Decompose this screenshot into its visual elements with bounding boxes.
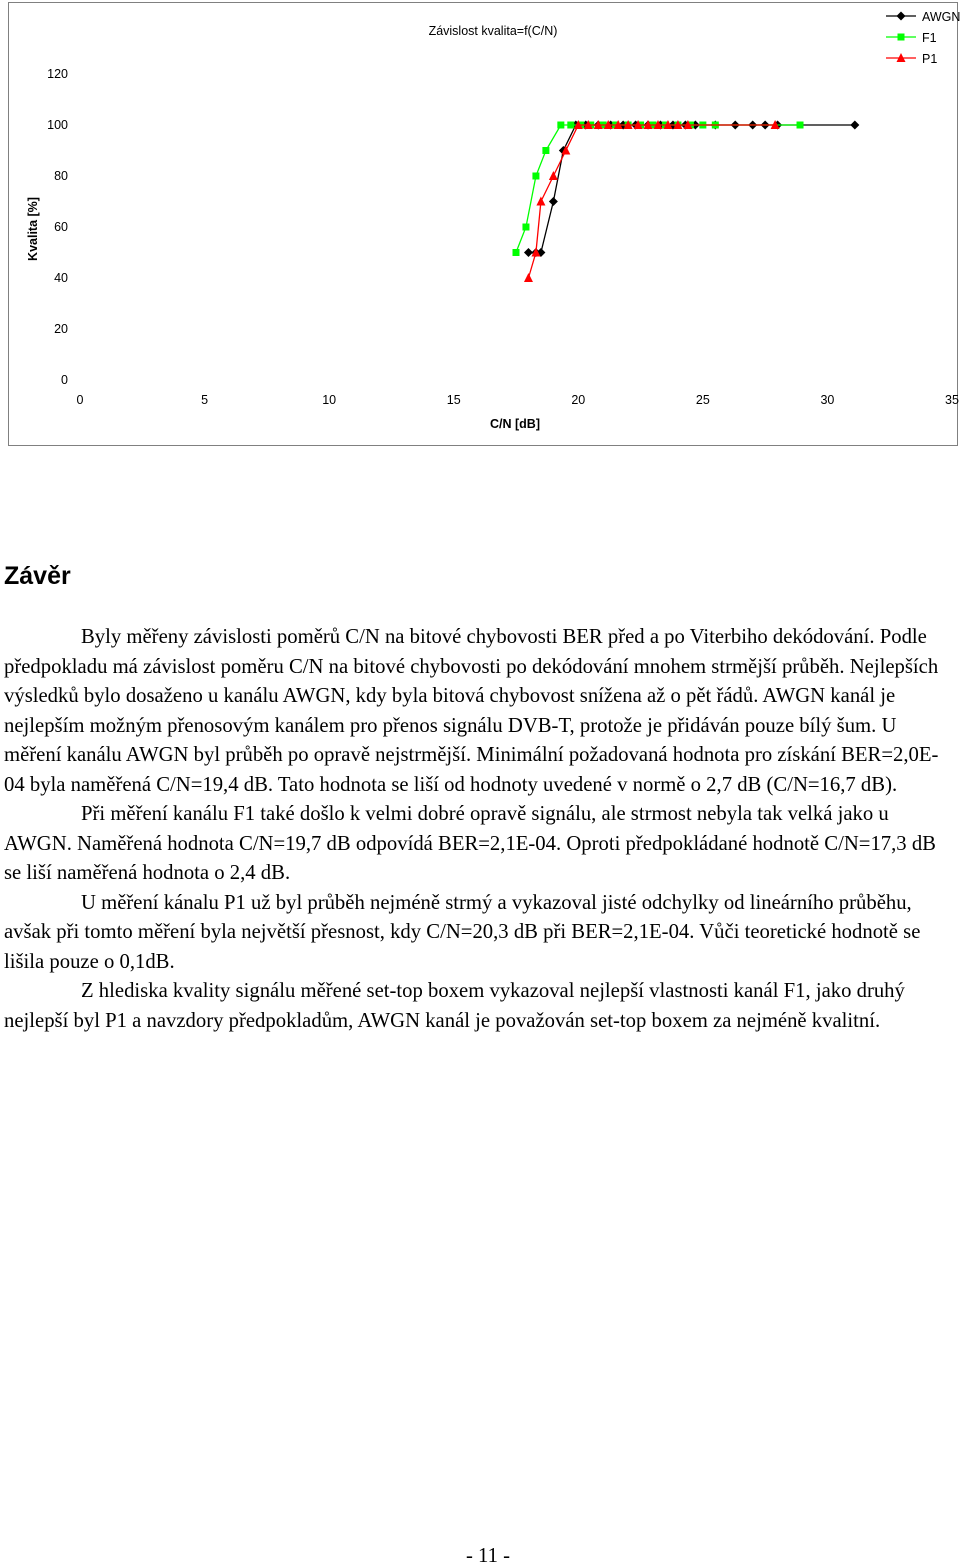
y-tick-label: 40 bbox=[54, 271, 68, 285]
data-point-f1 bbox=[797, 122, 804, 129]
paragraph bbox=[4, 623, 958, 800]
paragraph-text: Při měření kanálu F1 také došlo k velmi dobré opravě signálu, ale strmost nebyla tak velká jako u AWGN. Naměřená hodnota C/N=19,7 dB odpovídá BER=2,1E-04. Oproti předpokládané hodnotě C/N=17,3 dB se liší naměřená hodnota o 2,4 dB. bbox=[4, 803, 936, 884]
legend-label: P1 bbox=[922, 52, 938, 66]
data-point-f1 bbox=[542, 147, 549, 154]
legend-label: F1 bbox=[922, 31, 937, 45]
x-tick-label: 15 bbox=[446, 393, 461, 407]
paragraph bbox=[4, 977, 958, 1036]
y-tick-label: 120 bbox=[47, 67, 68, 81]
paragraph-text: Z hlediska kvality signálu měřené set-top boxem vykazoval nejlepší vlastnosti kanál F1, jako druhý nejlepší byl P1 a navzdory předpokladům, AWGN kanál je považován set-top boxem za nejméně kvalitní. bbox=[4, 980, 905, 1032]
x-tick-label: 35 bbox=[945, 393, 959, 407]
legend-marker bbox=[898, 34, 905, 41]
series-line-awgn bbox=[528, 125, 854, 253]
y-tick-label: 60 bbox=[54, 220, 68, 234]
x-tick-label: 0 bbox=[76, 393, 84, 407]
paragraph bbox=[4, 800, 958, 889]
x-tick-label: 20 bbox=[571, 393, 586, 407]
chart-title: Závislost kvalita=f(C/N) bbox=[428, 24, 558, 38]
paragraph bbox=[4, 889, 958, 978]
data-point-f1 bbox=[513, 249, 520, 256]
section-heading: Závěr bbox=[4, 562, 71, 590]
data-point-f1 bbox=[557, 122, 564, 129]
legend-marker bbox=[897, 12, 906, 21]
data-point-p1 bbox=[549, 171, 558, 180]
x-tick-label: 25 bbox=[695, 393, 710, 407]
conclusion-text bbox=[4, 623, 958, 1036]
data-point-f1 bbox=[522, 224, 529, 231]
y-axis-label: Kvalita [%] bbox=[26, 197, 40, 261]
x-axis-label: C/N [dB] bbox=[490, 417, 540, 431]
y-tick-label: 0 bbox=[61, 373, 68, 387]
y-tick-label: 80 bbox=[54, 169, 68, 183]
data-point-p1 bbox=[524, 273, 533, 282]
paragraph-text: Byly měřeny závislosti poměrů C/N na bitové chybovosti BER před a po Viterbiho dekódování. Podle předpokladu má závislost poměru C/N na bitové chybovosti po dekódování mnohem strmější průběh. Nejlepších výsledků bylo dosaženo u kanálu AWGN, kdy byla bitová chybovost snížena až o pět řádů. AWGN kanál je nejlepším možným přenosovým kanálem pro přenos signálu DVB-T, protože je přidáván pouze bílý šum. U měření kanálu AWGN byl průběh po opravě nejstrmější. Minimální požadovaná hodnota pro získání BER=2,0E-04 byla naměřená C/N=19,4 dB. Tato hodnota se liší od hodnoty uvedené v normě o 2,7 dB (C/N=16,7 dB). bbox=[4, 626, 939, 796]
data-point-f1 bbox=[567, 122, 574, 129]
legend-label: AWGN bbox=[922, 10, 961, 24]
y-tick-label: 100 bbox=[47, 118, 68, 132]
chart-svg bbox=[9, 3, 961, 445]
x-tick-label: 5 bbox=[201, 393, 209, 407]
page-number: - 11 - bbox=[465, 1545, 511, 1567]
data-point-awgn bbox=[549, 197, 558, 206]
series-line-f1 bbox=[516, 125, 800, 253]
chart-container bbox=[8, 2, 961, 446]
x-tick-label: 10 bbox=[322, 393, 337, 407]
data-point-p1 bbox=[536, 197, 545, 206]
paragraph-text: U měření kánalu P1 už byl průběh nejméně strmý a vykazoval jisté odchylky od lineárního průběhu, avšak při tomto měření byla největší přesnost, kdy C/N=20,3 dB při BER=2,1E-04. Vůči teoretické hodnotě se lišila pouze o 0,1dB. bbox=[4, 891, 921, 973]
data-point-f1 bbox=[532, 173, 539, 180]
data-point-awgn bbox=[850, 121, 859, 130]
x-tick-label: 30 bbox=[820, 393, 835, 407]
y-tick-label: 20 bbox=[54, 322, 68, 336]
